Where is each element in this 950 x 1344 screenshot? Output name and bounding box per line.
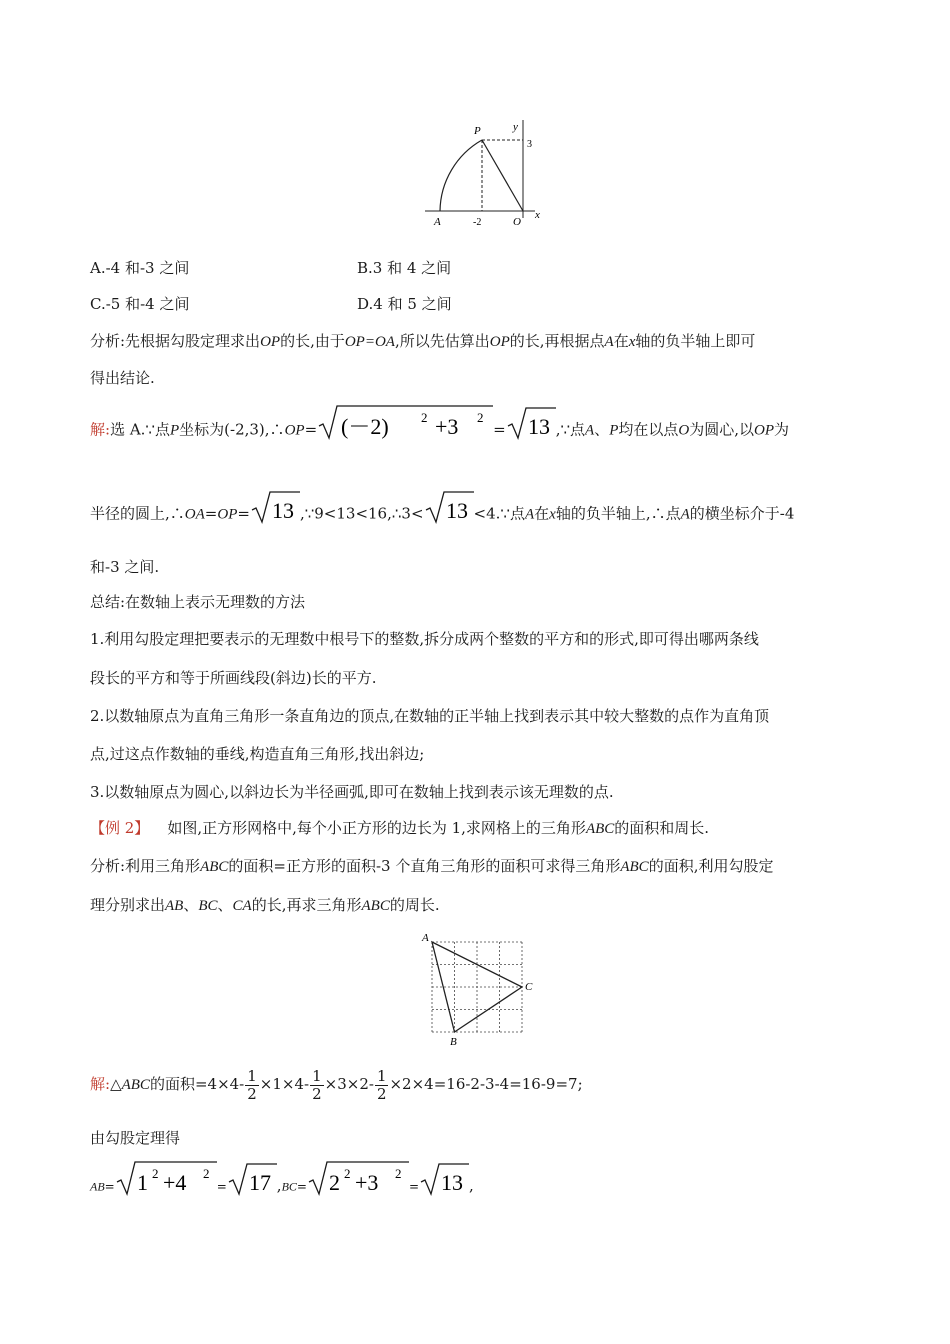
svg-text:17: 17 bbox=[248, 1170, 271, 1195]
text: ×3×2- bbox=[324, 1075, 374, 1093]
var-x: x bbox=[549, 506, 556, 523]
svg-text:2: 2 bbox=[328, 1170, 340, 1195]
option-d: D.4 和 5 之间 bbox=[357, 295, 452, 313]
var-abc: ABC bbox=[361, 898, 390, 914]
sqrt-sign bbox=[317, 404, 493, 442]
text: 的面积和周长. bbox=[614, 819, 710, 837]
var-bc: BC bbox=[198, 898, 218, 914]
text: 选 A.∵点 bbox=[110, 420, 170, 439]
text: ,∵9<13<16,∴3< bbox=[299, 504, 424, 523]
svg-text:13: 13 bbox=[445, 498, 468, 523]
text: 均在以点 bbox=[618, 420, 679, 439]
var-ab: AB bbox=[90, 1179, 105, 1194]
svg-text:13: 13 bbox=[527, 414, 550, 439]
svg-text:13: 13 bbox=[441, 1170, 464, 1195]
sqrt-13 bbox=[424, 488, 474, 541]
summary-item2b: 点,过这点作数轴的垂线,构造直角三角形,找出斜边; bbox=[90, 745, 425, 763]
var-a: A bbox=[585, 422, 595, 439]
svg-text:2: 2 bbox=[421, 410, 428, 425]
figure-grid-triangle bbox=[418, 930, 544, 1048]
text: ×1×4- bbox=[259, 1075, 310, 1093]
var-abc: ABC bbox=[121, 1077, 150, 1093]
text: 、 bbox=[217, 896, 233, 914]
text: 分析:利用三角形 bbox=[90, 857, 201, 875]
option-b: B.3 和 4 之间 bbox=[357, 259, 452, 277]
solution-label: 解: bbox=[90, 1075, 111, 1093]
solution2-line1 bbox=[90, 1062, 583, 1106]
text: △ bbox=[110, 1075, 122, 1093]
summary-item3: 3.以数轴原点为圆心,以斜边长为半径画弧,即可在数轴上找到表示该无理数的点. bbox=[90, 783, 614, 801]
solution1-line3: 和-3 之间. bbox=[90, 558, 160, 576]
svg-text:+3: +3 bbox=[435, 414, 459, 439]
fraction-half bbox=[310, 1068, 324, 1103]
svg-text:13: 13 bbox=[271, 498, 294, 523]
text: 的长,由于 bbox=[280, 332, 345, 350]
summary-title: 总结:在数轴上表示无理数的方法 bbox=[90, 593, 306, 611]
sqrt-ab bbox=[115, 1160, 217, 1213]
label-a: A bbox=[434, 216, 441, 228]
analysis2-line1 bbox=[90, 856, 773, 877]
var-x: x bbox=[628, 334, 636, 350]
var-ab: AB bbox=[165, 898, 184, 914]
svg-text:1: 1 bbox=[136, 1170, 148, 1195]
denominator: 2 bbox=[312, 1084, 322, 1103]
svg-text:2: 2 bbox=[394, 1166, 402, 1181]
text: 、 bbox=[594, 420, 610, 439]
sqrt-17 bbox=[227, 1160, 277, 1213]
var-abc: ABC bbox=[200, 859, 229, 875]
text: 坐标为(-2,3),∴ bbox=[179, 420, 285, 439]
var-op-oa: OP=OA bbox=[344, 334, 395, 350]
solution2-ab-bc bbox=[90, 1160, 474, 1200]
text: = bbox=[104, 1179, 115, 1194]
numerator: 1 bbox=[312, 1066, 322, 1085]
label-o: O bbox=[513, 216, 521, 228]
solution-label: 解: bbox=[90, 420, 111, 439]
var-op: OP bbox=[489, 334, 510, 350]
text: 理分别求出 bbox=[90, 896, 166, 914]
var-op: OP bbox=[754, 422, 775, 439]
var-a: A bbox=[680, 506, 690, 523]
summary-item2a: 2.以数轴原点为直角三角形一条直角边的顶点,在数轴的正半轴上找到表示其中较大整数的点作为直角顶 bbox=[90, 707, 770, 725]
text: 轴的负半轴上即可 bbox=[635, 332, 756, 350]
sqrt-13 bbox=[250, 488, 300, 541]
var-a: A bbox=[524, 506, 535, 523]
var-op: OP bbox=[284, 422, 305, 439]
text: 、 bbox=[183, 896, 199, 914]
text: 半径的圆上,∴ bbox=[90, 504, 185, 523]
grid bbox=[432, 942, 522, 1032]
svg-text:2: 2 bbox=[343, 1166, 351, 1181]
label-3: 3 bbox=[527, 139, 532, 150]
svg-text:+3: +3 bbox=[354, 1170, 379, 1195]
svg-text:+4: +4 bbox=[162, 1170, 187, 1195]
fraction-half bbox=[375, 1068, 389, 1103]
svg-text:2: 2 bbox=[202, 1166, 210, 1181]
text: = bbox=[304, 420, 318, 439]
text: 分析:先根据勾股定理求出 bbox=[90, 332, 261, 350]
var-ca: CA bbox=[232, 898, 252, 914]
var-bc: BC bbox=[281, 1179, 297, 1194]
label-neg2: -2 bbox=[473, 217, 482, 228]
text: = bbox=[408, 1179, 420, 1194]
label-y: y bbox=[513, 121, 518, 133]
svg-text:2: 2 bbox=[477, 410, 484, 425]
text: 在 bbox=[534, 504, 550, 523]
fraction-half bbox=[245, 1068, 259, 1103]
text: = bbox=[204, 504, 218, 523]
solution1-line2 bbox=[90, 488, 794, 528]
svg-text:(－2): (－2) bbox=[341, 414, 389, 439]
var-a: A bbox=[604, 334, 614, 350]
analysis1-line1 bbox=[90, 331, 755, 352]
text: = bbox=[237, 504, 250, 523]
text: ,∵点 bbox=[555, 420, 586, 439]
text: 的面积,利用勾股定 bbox=[648, 857, 774, 875]
text: 为圆心,以 bbox=[689, 420, 755, 439]
text: 在 bbox=[613, 332, 629, 350]
text: = bbox=[296, 1179, 307, 1194]
label-x: x bbox=[535, 209, 540, 221]
text: = bbox=[216, 1179, 227, 1194]
text: 如图,正方形网格中,每个小正方形的边长为 1,求网格上的三角形 bbox=[167, 819, 586, 837]
label-b: B bbox=[450, 1036, 457, 1048]
svg-text:2: 2 bbox=[151, 1166, 159, 1181]
text: 轴的负半轴上,∴点 bbox=[555, 504, 681, 523]
numerator: 1 bbox=[376, 1066, 387, 1085]
var-abc: ABC bbox=[620, 859, 649, 875]
denominator: 2 bbox=[247, 1084, 257, 1103]
option-c: C.-5 和-4 之间 bbox=[90, 295, 190, 313]
var-p: P bbox=[609, 422, 619, 439]
analysis2-line2 bbox=[90, 895, 440, 916]
text: 的面积=正方形的面积-3 个直角三角形的面积可求得三角形 bbox=[228, 857, 621, 875]
figure-arc-diagram bbox=[425, 118, 555, 230]
text: 的周长. bbox=[389, 896, 440, 914]
analysis1-line2: 得出结论. bbox=[90, 369, 155, 387]
sqrt-expression bbox=[317, 404, 493, 457]
label-a: A bbox=[422, 932, 429, 944]
solution1-line1 bbox=[90, 404, 789, 444]
numerator: 1 bbox=[247, 1066, 257, 1085]
var-abc: ABC bbox=[585, 821, 615, 837]
text: ×2×4=16-2-3-4=16-9=7; bbox=[389, 1075, 583, 1093]
summary-item1b: 段长的平方和等于所画线段(斜边)长的平方. bbox=[90, 669, 377, 687]
var-oa: OA bbox=[184, 506, 205, 523]
text: <4.∵点 bbox=[473, 504, 525, 523]
label-p: P bbox=[474, 125, 481, 137]
pythag-line: 由勾股定理得 bbox=[90, 1129, 181, 1147]
label-c: C bbox=[525, 981, 533, 993]
text: 的长,再根据点 bbox=[509, 332, 605, 350]
var-p: P bbox=[169, 422, 180, 439]
summary-item1a: 1.利用勾股定理把要表示的无理数中根号下的整数,拆分成两个整数的平方和的形式,即可得出哪两条线 bbox=[90, 630, 759, 648]
sqrt-13 bbox=[419, 1160, 469, 1213]
segment-po bbox=[482, 140, 523, 211]
arc-ap bbox=[440, 140, 482, 211]
var-o: O bbox=[678, 422, 690, 439]
text: = bbox=[493, 420, 506, 439]
text: , bbox=[276, 1176, 282, 1195]
var-op: OP bbox=[217, 506, 238, 523]
example2-line bbox=[90, 818, 709, 839]
option-a: A.-4 和-3 之间 bbox=[90, 259, 190, 277]
sqrt-13 bbox=[506, 404, 556, 457]
denominator: 2 bbox=[376, 1084, 387, 1103]
text: 为 bbox=[774, 420, 790, 439]
text: 的长,再求三角形 bbox=[251, 896, 362, 914]
text: ,所以先估算出 bbox=[394, 332, 490, 350]
text: 的面积=4×4- bbox=[149, 1075, 245, 1093]
var-op: OP bbox=[260, 334, 281, 350]
sqrt-bc bbox=[307, 1160, 409, 1213]
text: 的横坐标介于-4 bbox=[689, 504, 795, 523]
text: , bbox=[469, 1176, 474, 1195]
example-label: 【例 2】 bbox=[90, 819, 150, 837]
